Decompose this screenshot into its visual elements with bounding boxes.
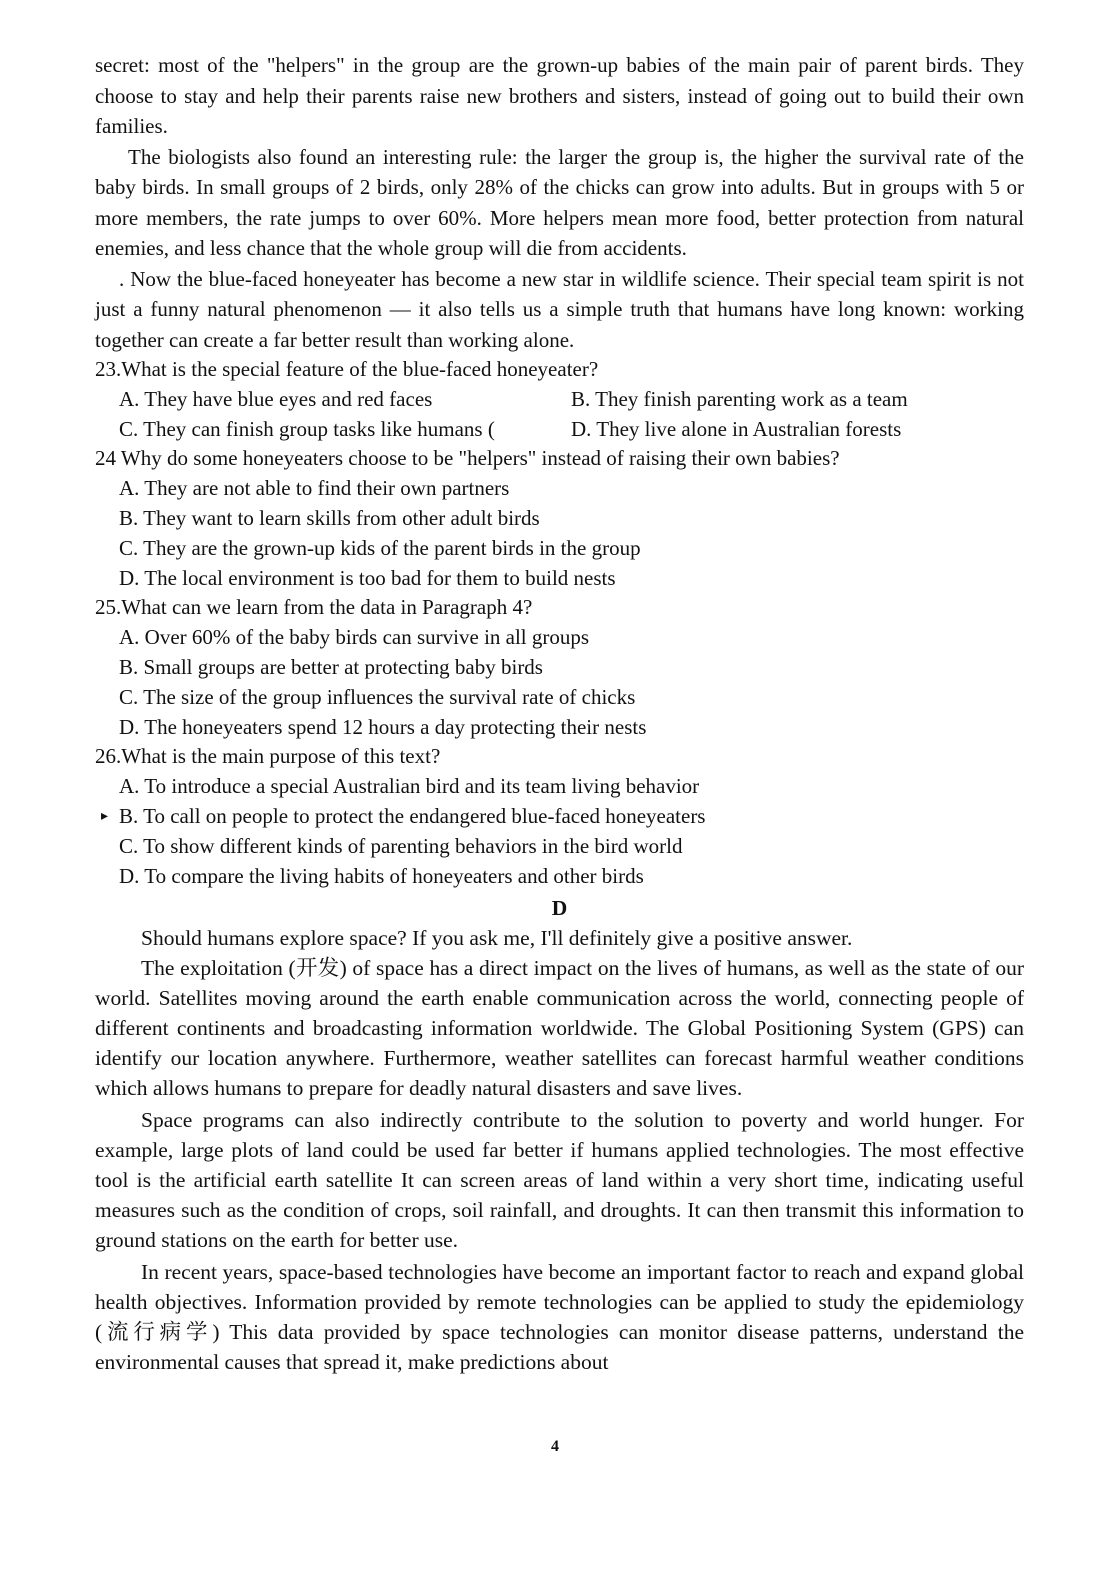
passage-d-paragraph-1: Should humans explore space? If you ask me, I'll definitely give a positive answer. xyxy=(141,926,853,951)
question-stem: 25.What can we learn from the data in Paragraph 4? xyxy=(95,595,533,620)
option-c: C. They can finish group tasks like humans ( xyxy=(119,416,495,441)
question-stem: 26.What is the main purpose of this text? xyxy=(95,744,441,769)
option-a: A. Over 60% of the baby birds can survive in all groups xyxy=(119,625,590,650)
option-c: C. To show different kinds of parenting behaviors in the bird world xyxy=(119,833,683,858)
section-title: D xyxy=(551,896,568,921)
question-stem: 24 Why do some honeyeaters choose to be "helpers" instead of raising their own babies? xyxy=(95,446,840,471)
option-d: D. They live alone in Australian forests xyxy=(571,416,902,441)
passage-c-paragraph-3: secret: most of the "helpers" in the group are the grown-up babies of the main pair of parent birds. They choose to stay and help their parents raise new brothers and sisters, instead of going out to build their own families. xyxy=(95,53,1024,138)
question-24 xyxy=(95,444,1024,593)
passage-c-continuation xyxy=(95,50,1024,355)
option-d: D. The local environment is too bad for them to build nests xyxy=(119,565,616,590)
question-26 xyxy=(95,742,1024,891)
question-stem: 23.What is the special feature of the blue-faced honeyeater? xyxy=(95,357,599,381)
option-c: C. The size of the group influences the survival rate of chicks xyxy=(119,684,636,709)
option-b: B. To call on people to protect the endangered blue-faced honeyeaters xyxy=(119,803,706,828)
option-d: D. To compare the living habits of honeyeaters and other birds xyxy=(119,863,644,888)
passage-d-paragraph-3: Space programs can also indirectly contribute to the solution to poverty and world hunger. For example, large plots of land could be used far better if humans applied technologies. The most effective tool is the artificial earth satellite It can screen areas of land within a very short time, indicating useful measures such as the condition of crops, soil rainfall, and droughts. It can then transmit this information to ground stations on the earth for better use. xyxy=(95,1108,1024,1253)
option-b: B. Small groups are better at protecting baby birds xyxy=(119,654,543,679)
option-grid xyxy=(119,385,1024,445)
question-23 xyxy=(95,355,1024,444)
passage-d-paragraph-4: In recent years, space-based technologies have become an important factor to reach and expand global health objectives. Information provided by remote technologies can be applied to study the epidemiology (流行病学) This data provided by space technologies can monitor disease patterns, understand the environmental causes that spread it, make predictions about xyxy=(95,1260,1024,1375)
margin-mark-icon: ▸ xyxy=(101,808,109,824)
option-b: B. They want to learn skills from other adult birds xyxy=(119,505,540,530)
question-list xyxy=(95,355,1024,891)
passage-d-paragraph-2: The exploitation (开发) of space has a direct impact on the lives of humans, as well as the state of our world. Satellites moving around the earth enable communication across the world, connecting people of different continents and broadcasting information worldwide. The Global Positioning System (GPS) can identify our location anywhere. Furthermore, weather satellites can forecast harmful weather conditions which allows humans to prepare for deadly natural disasters and save lives. xyxy=(95,956,1024,1101)
option-a: A. They have blue eyes and red faces xyxy=(119,386,433,411)
page-number: 4 xyxy=(551,1438,559,1455)
passage-c-paragraph-5: . Now the blue-faced honeyeater has become a new star in wildlife science. Their special team spirit is not just a funny natural phenomenon — it also tells us a simple truth that humans have long known: working together can create a far better result than working alone. xyxy=(95,266,1024,352)
option-a: A. To introduce a special Australian bird and its team living behavior xyxy=(119,774,700,799)
passage-c-paragraph-4: The biologists also found an interesting rule: the larger the group is, the higher the survival rate of the baby birds. In small groups of 2 birds, only 28% of the chicks can grow into adults. But in groups with 5 or more members, the rate jumps to over 60%. More helpers mean more food, better protection from natural enemies, and less chance that the whole group will die from accidents. xyxy=(95,144,1024,260)
option-c: C. They are the grown-up kids of the parent birds in the group xyxy=(119,535,641,560)
question-25 xyxy=(95,593,1024,742)
option-b-line xyxy=(101,802,1024,832)
passage-d xyxy=(95,893,1024,1377)
option-d: D. The honeyeaters spend 12 hours a day protecting their nests xyxy=(119,714,647,739)
option-a: A. They are not able to find their own partners xyxy=(119,476,510,501)
option-b: B. They finish parenting work as a team xyxy=(571,386,908,411)
